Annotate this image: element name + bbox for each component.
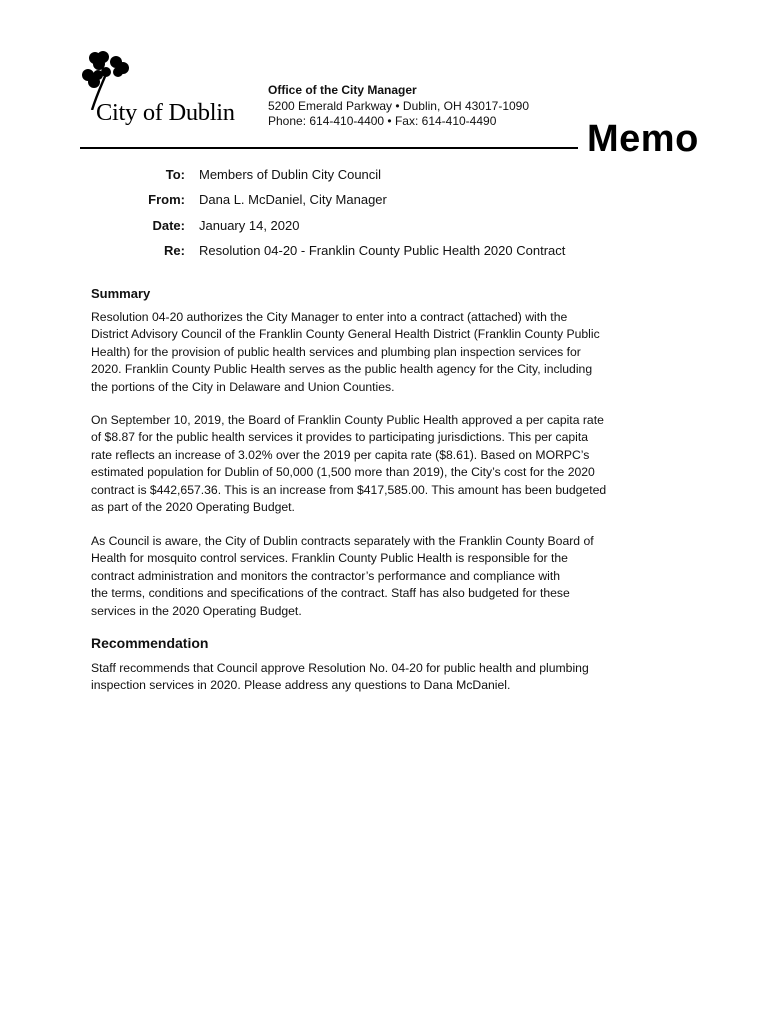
logo-wordmark: City of Dublin [96, 99, 235, 126]
date-label: Date: [152, 218, 185, 233]
to-label: To: [165, 167, 185, 182]
office-address: 5200 Emerald Parkway • Dublin, OH 43017-1090 [268, 98, 530, 113]
from-label: From: [148, 192, 185, 207]
re-label: Re: [164, 243, 185, 258]
recommendation-heading: Recommendation [91, 635, 209, 651]
to-value: Members of Dublin City Council [199, 167, 382, 182]
summary-paragraph-3: As Council is aware, the City of Dublin contracts separately with the Franklin County Board of Health for mosquito control services. Franklin County Public Health is responsible for the contract administration and monitors the contractor’s performance and compliance with the terms, conditions and specifications of the contract. Staff has also budgeted for these services in the 2020 Operating Budget. [91, 534, 594, 618]
city-logo [82, 50, 262, 130]
summary-heading: Summary [91, 286, 151, 301]
date-value: January 14, 2020 [199, 218, 300, 233]
recommendation-paragraph: Staff recommends that Council approve Resolution No. 04-20 for public health and plumbing inspection services in 2020. Please address any questions to Dana McDaniel. [91, 661, 589, 693]
from-value: Dana L. McDaniel, City Manager [199, 192, 387, 207]
office-title: Office of the City Manager [268, 83, 417, 97]
summary-paragraph-1: Resolution 04-20 authorizes the City Manager to enter into a contract (attached) with the District Advisory Council of the Franklin County General Health District (Franklin County Public Health) for the provision of public health services and plumbing plan inspection services for 2020. Franklin County Public Health serves as the public health agency for the City, including the portions of the City in Delaware and Union Counties. [91, 310, 600, 394]
memo-title: Memo [587, 118, 699, 160]
summary-paragraph-2: On September 10, 2019, the Board of Franklin County Public Health approved a per capita rate of $8.87 for the public health services it provides to participating jurisdictions. This per capita rate reflects an increase of 3.02% over the 2019 per capita rate ($8.61). Based on MORPC’s estimated population for Dublin of 50,000 (1,500 more than 2019), the City’s cost for the 2020 contract is $442,657.36. This is an increase from $417,585.00. This amount has been budgeted as part of the 2020 Operating Budget. [91, 413, 607, 515]
office-contact: Phone: 614-410-4400 • Fax: 614-410-4490 [268, 114, 497, 128]
header-rule [80, 147, 578, 149]
office-info [268, 83, 529, 130]
re-value: Resolution 04-20 - Franklin County Public Health 2020 Contract [199, 243, 566, 258]
